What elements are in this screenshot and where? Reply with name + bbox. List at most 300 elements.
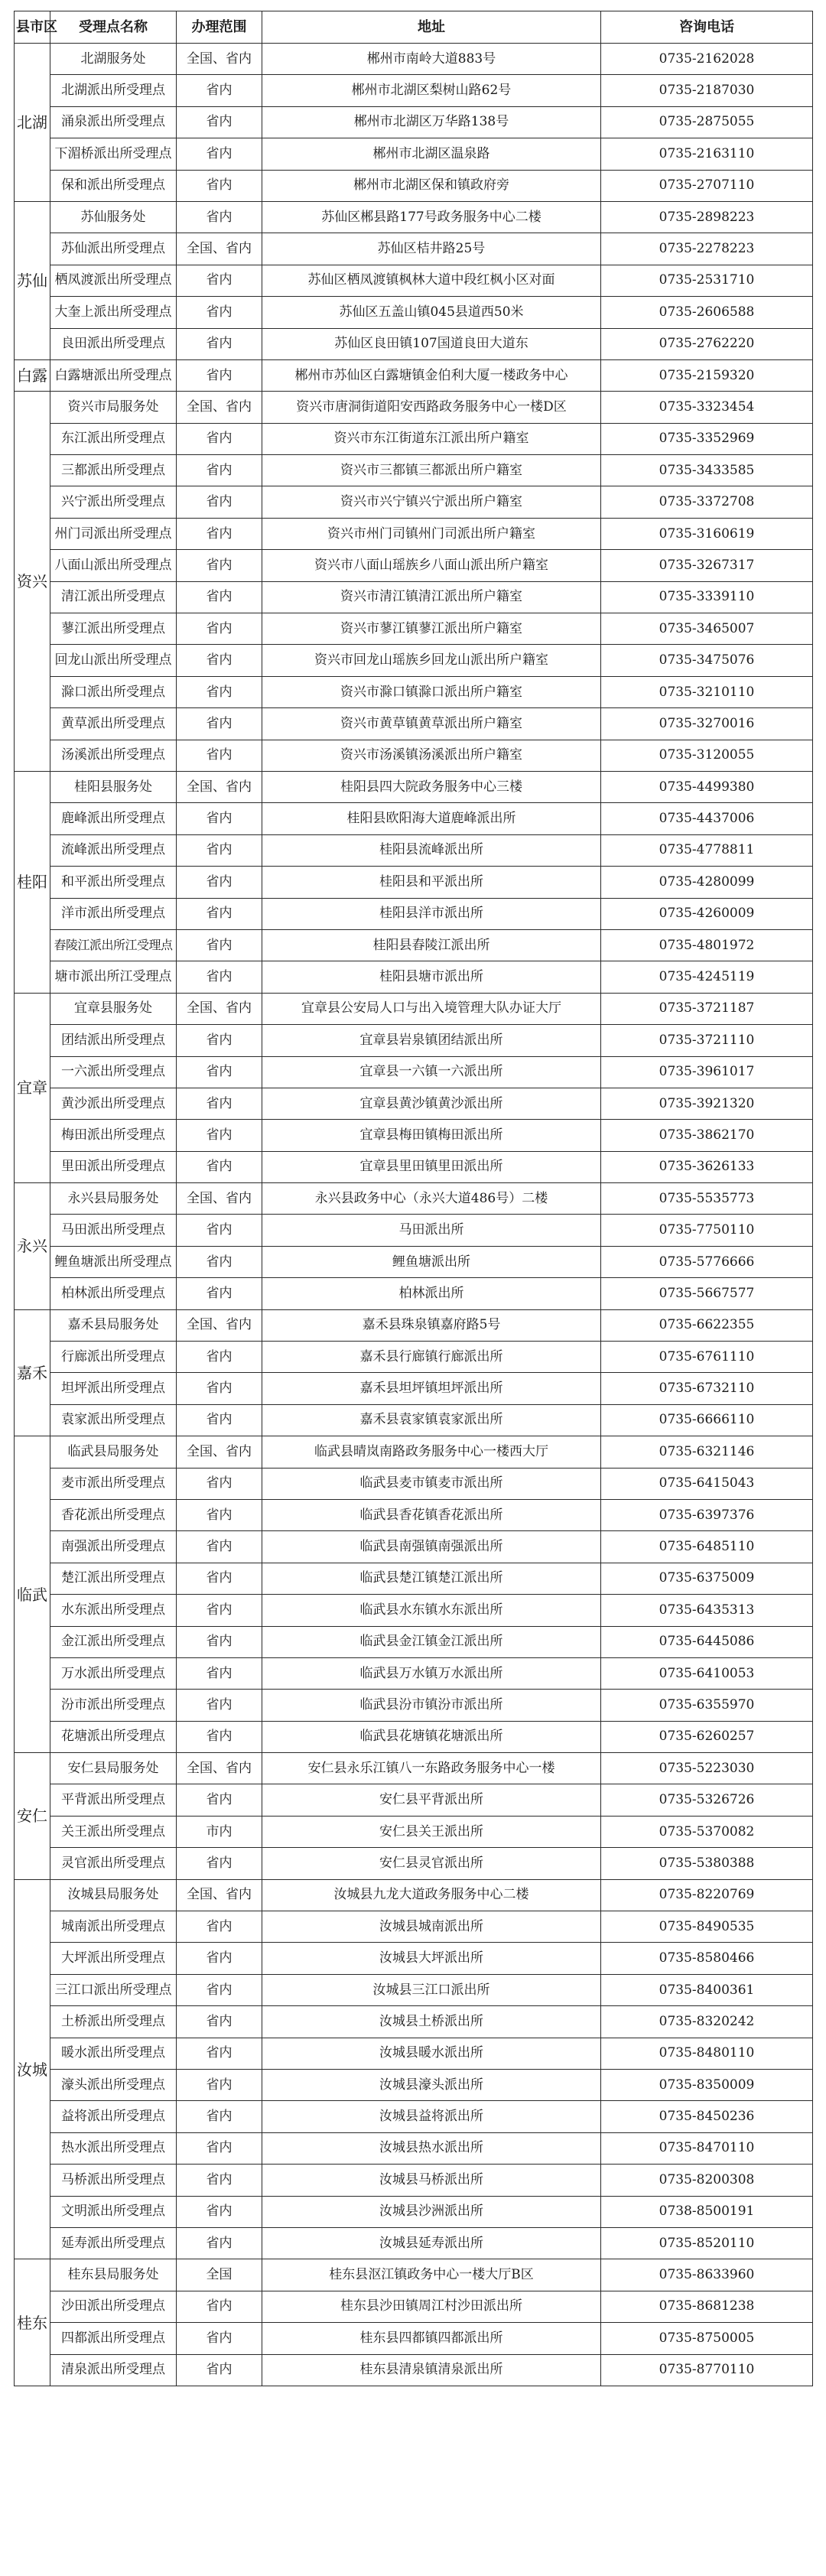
point-name-cell: 良田派出所受理点: [50, 328, 177, 359]
table-row: [15, 2323, 813, 2354]
address-cell: 资兴市黄草镇黄草派出所户籍室: [262, 708, 601, 740]
table-row: [15, 423, 813, 454]
point-name-cell: 里田派出所受理点: [50, 1151, 177, 1182]
table-row: [15, 486, 813, 518]
point-name-cell: 汝城县局服务处: [50, 1879, 177, 1911]
scope-cell: 省内: [177, 645, 262, 676]
phone-cell: 0735-8580466: [601, 1943, 813, 1974]
table-row: [15, 1816, 813, 1847]
address-cell: 汝城县暖水派出所: [262, 2038, 601, 2069]
address-cell: 汝城县马桥派出所: [262, 2165, 601, 2196]
table-row: [15, 581, 813, 613]
point-name-cell: 万水派出所受理点: [50, 1657, 177, 1689]
point-name-cell: 栖凤渡派出所受理点: [50, 265, 177, 296]
phone-cell: 0735-2898223: [601, 201, 813, 233]
address-cell: 资兴市汤溪镇汤溪派出所户籍室: [262, 740, 601, 771]
phone-cell: 0735-6732110: [601, 1373, 813, 1404]
point-name-cell: 沙田派出所受理点: [50, 2291, 177, 2322]
table-row: [15, 44, 813, 75]
point-name-cell: 蓼江派出所受理点: [50, 613, 177, 645]
table-row: [15, 1025, 813, 1056]
phone-cell: 0735-8320242: [601, 2006, 813, 2038]
address-cell: 安仁县永乐江镇八一东路政务服务中心一楼: [262, 1753, 601, 1784]
table-row: [15, 1848, 813, 1879]
header-county: 县市区: [15, 11, 50, 44]
scope-cell: 省内: [177, 2165, 262, 2196]
point-name-cell: 资兴市局服务处: [50, 392, 177, 423]
table-row: [15, 106, 813, 138]
phone-cell: 0735-6435313: [601, 1595, 813, 1626]
phone-cell: 0735-8350009: [601, 2070, 813, 2101]
scope-cell: 省内: [177, 1342, 262, 1373]
point-name-cell: 麦市派出所受理点: [50, 1468, 177, 1499]
phone-cell: 0735-2531710: [601, 265, 813, 296]
scope-cell: 省内: [177, 2132, 262, 2164]
point-name-cell: 大奎上派出所受理点: [50, 297, 177, 328]
county-cell: 嘉禾: [15, 1309, 50, 1436]
phone-cell: 0735-3626133: [601, 1151, 813, 1182]
phone-cell: 0735-3433585: [601, 455, 813, 486]
phone-cell: 0735-3267317: [601, 550, 813, 581]
phone-cell: 0735-3160619: [601, 518, 813, 549]
address-cell: 嘉禾县珠泉镇嘉府路5号: [262, 1309, 601, 1341]
scope-cell: 省内: [177, 2101, 262, 2132]
address-cell: 嘉禾县坦坪镇坦坪派出所: [262, 1373, 601, 1404]
county-cell: 北湖: [15, 44, 50, 202]
address-cell: 柏林派出所: [262, 1278, 601, 1309]
phone-cell: 0735-5223030: [601, 1753, 813, 1784]
address-cell: 临武县南强镇南强派出所: [262, 1531, 601, 1563]
address-cell: 宜章县里田镇里田派出所: [262, 1151, 601, 1182]
point-name-cell: 临武县局服务处: [50, 1436, 177, 1468]
scope-cell: 省内: [177, 1499, 262, 1530]
scope-cell: 省内: [177, 1278, 262, 1309]
table-row: [15, 2259, 813, 2291]
scope-cell: 全国、省内: [177, 233, 262, 265]
point-name-cell: 热水派出所受理点: [50, 2132, 177, 2164]
address-cell: 资兴市唐洞街道阳安西路政务服务中心一楼D区: [262, 392, 601, 423]
scope-cell: 省内: [177, 455, 262, 486]
scope-cell: 省内: [177, 834, 262, 866]
address-cell: 汝城县热水派出所: [262, 2132, 601, 2164]
point-name-cell: 关王派出所受理点: [50, 1816, 177, 1847]
point-name-cell: 东江派出所受理点: [50, 423, 177, 454]
scope-cell: 省内: [177, 1563, 262, 1594]
point-name-cell: 洋市派出所受理点: [50, 898, 177, 929]
point-name-cell: 回龙山派出所受理点: [50, 645, 177, 676]
table-row: [15, 138, 813, 170]
scope-cell: 全国、省内: [177, 392, 262, 423]
point-name-cell: 平背派出所受理点: [50, 1784, 177, 1816]
scope-cell: 省内: [177, 1974, 262, 2005]
phone-cell: 0735-8633960: [601, 2259, 813, 2291]
phone-cell: 0735-8490535: [601, 1911, 813, 1943]
scope-cell: 全国、省内: [177, 44, 262, 75]
address-cell: 桂阳县欧阳海大道鹿峰派出所: [262, 803, 601, 834]
phone-cell: 0735-8770110: [601, 2354, 813, 2386]
table-row: [15, 455, 813, 486]
table-row: [15, 1309, 813, 1341]
phone-cell: 0735-2159320: [601, 359, 813, 391]
scope-cell: 省内: [177, 550, 262, 581]
address-cell: 宜章县岩泉镇团结派出所: [262, 1025, 601, 1056]
county-cell: 临武: [15, 1436, 50, 1753]
table-row: [15, 1753, 813, 1784]
table-row: [15, 613, 813, 645]
point-name-cell: 濠头派出所受理点: [50, 2070, 177, 2101]
table-row: [15, 961, 813, 993]
address-cell: 桂东县沤江镇政务中心一楼大厅B区: [262, 2259, 601, 2291]
table-row: [15, 328, 813, 359]
scope-cell: 省内: [177, 2196, 262, 2227]
scope-cell: 省内: [177, 75, 262, 106]
phone-cell: 0735-6415043: [601, 1468, 813, 1499]
point-name-cell: 楚江派出所受理点: [50, 1563, 177, 1594]
address-cell: 桂阳县舂陵江派出所: [262, 929, 601, 961]
address-cell: 汝城县三江口派出所: [262, 1974, 601, 2005]
point-name-cell: 大坪派出所受理点: [50, 1943, 177, 1974]
address-cell: 桂东县四都镇四都派出所: [262, 2323, 601, 2354]
point-name-cell: 马田派出所受理点: [50, 1215, 177, 1246]
table-row: [15, 1056, 813, 1088]
phone-cell: 0735-6397376: [601, 1499, 813, 1530]
address-cell: 汝城县大坪派出所: [262, 1943, 601, 1974]
header-phone: 咨询电话: [601, 11, 813, 44]
scope-cell: 省内: [177, 676, 262, 707]
point-name-cell: 塘市派出所江受理点: [50, 961, 177, 993]
point-name-cell: 三都派出所受理点: [50, 455, 177, 486]
table-row: [15, 1626, 813, 1657]
phone-cell: 0735-3475076: [601, 645, 813, 676]
table-row: [15, 2354, 813, 2386]
phone-cell: 0735-5535773: [601, 1183, 813, 1215]
table-row: [15, 1373, 813, 1404]
table-row: [15, 1943, 813, 1974]
header-scope: 办理范围: [177, 11, 262, 44]
header-row: [15, 11, 813, 44]
phone-cell: 0735-6485110: [601, 1531, 813, 1563]
point-name-cell: 嘉禾县局服务处: [50, 1309, 177, 1341]
table-row: [15, 1088, 813, 1119]
phone-cell: 0735-7750110: [601, 1215, 813, 1246]
point-name-cell: 汾市派出所受理点: [50, 1690, 177, 1721]
table-row: [15, 1911, 813, 1943]
address-cell: 宜章县黄沙镇黄沙派出所: [262, 1088, 601, 1119]
point-name-cell: 八面山派出所受理点: [50, 550, 177, 581]
table-row: [15, 1657, 813, 1689]
table-row: [15, 75, 813, 106]
address-cell: 郴州市北湖区温泉路: [262, 138, 601, 170]
phone-cell: 0735-4499380: [601, 771, 813, 802]
address-cell: 宜章县公安局人口与出入境管理大队办证大厅: [262, 993, 601, 1024]
address-cell: 资兴市东江街道东江派出所户籍室: [262, 423, 601, 454]
address-cell: 临武县麦市镇麦市派出所: [262, 1468, 601, 1499]
phone-cell: 0735-5370082: [601, 1816, 813, 1847]
county-cell: 宜章: [15, 993, 50, 1182]
phone-cell: 0735-3339110: [601, 581, 813, 613]
phone-cell: 0735-8480110: [601, 2038, 813, 2069]
point-name-cell: 鹿峰派出所受理点: [50, 803, 177, 834]
table-row: [15, 1278, 813, 1309]
scope-cell: 省内: [177, 613, 262, 645]
phone-cell: 0735-2606588: [601, 297, 813, 328]
point-name-cell: 益将派出所受理点: [50, 2101, 177, 2132]
scope-cell: 省内: [177, 1690, 262, 1721]
phone-cell: 0735-3372708: [601, 486, 813, 518]
table-row: [15, 265, 813, 296]
scope-cell: 省内: [177, 2006, 262, 2038]
scope-cell: 省内: [177, 423, 262, 454]
point-name-cell: 水东派出所受理点: [50, 1595, 177, 1626]
scope-cell: 省内: [177, 1025, 262, 1056]
scope-cell: 省内: [177, 867, 262, 898]
header-name: 受理点名称: [50, 11, 177, 44]
point-name-cell: 香花派出所受理点: [50, 1499, 177, 1530]
phone-cell: 0735-6622355: [601, 1309, 813, 1341]
table-row: [15, 2227, 813, 2259]
phone-cell: 0735-2707110: [601, 170, 813, 201]
scope-cell: 省内: [177, 1246, 262, 1277]
address-cell: 汝城县濠头派出所: [262, 2070, 601, 2101]
address-cell: 郴州市苏仙区白露塘镇金伯利大厦一楼政务中心: [262, 359, 601, 391]
scope-cell: 省内: [177, 2038, 262, 2069]
scope-cell: 省内: [177, 328, 262, 359]
address-cell: 苏仙区良田镇107国道良田大道东: [262, 328, 601, 359]
table-row: [15, 1595, 813, 1626]
scope-cell: 省内: [177, 1531, 262, 1563]
address-cell: 临武县楚江镇楚江派出所: [262, 1563, 601, 1594]
address-cell: 临武县万水镇万水派出所: [262, 1657, 601, 1689]
phone-cell: 0735-4801972: [601, 929, 813, 961]
scope-cell: 省内: [177, 929, 262, 961]
phone-cell: 0735-3465007: [601, 613, 813, 645]
point-name-cell: 土桥派出所受理点: [50, 2006, 177, 2038]
scope-cell: 省内: [177, 201, 262, 233]
address-cell: 汝城县城南派出所: [262, 1911, 601, 1943]
scope-cell: 省内: [177, 2323, 262, 2354]
phone-cell: 0735-3352969: [601, 423, 813, 454]
point-name-cell: 梅田派出所受理点: [50, 1120, 177, 1151]
phone-cell: 0735-8400361: [601, 1974, 813, 2005]
address-cell: 苏仙区桔井路25号: [262, 233, 601, 265]
county-cell: 安仁: [15, 1753, 50, 1880]
point-name-cell: 城南派出所受理点: [50, 1911, 177, 1943]
phone-cell: 0735-4260009: [601, 898, 813, 929]
table-row: [15, 1342, 813, 1373]
scope-cell: 省内: [177, 2227, 262, 2259]
point-name-cell: 柏林派出所受理点: [50, 1278, 177, 1309]
scope-cell: 省内: [177, 1848, 262, 1879]
table-row: [15, 297, 813, 328]
table-row: [15, 676, 813, 707]
address-cell: 安仁县关王派出所: [262, 1816, 601, 1847]
scope-cell: 全国、省内: [177, 771, 262, 802]
point-name-cell: 桂阳县服务处: [50, 771, 177, 802]
phone-cell: 0735-4245119: [601, 961, 813, 993]
table-row: [15, 1215, 813, 1246]
county-cell: 汝城: [15, 1879, 50, 2259]
table-row: [15, 834, 813, 866]
address-cell: 桂东县沙田镇周江村沙田派出所: [262, 2291, 601, 2322]
point-name-cell: 安仁县局服务处: [50, 1753, 177, 1784]
phone-cell: 0735-4437006: [601, 803, 813, 834]
address-cell: 资兴市兴宁镇兴宁派出所户籍室: [262, 486, 601, 518]
phone-cell: 0735-6410053: [601, 1657, 813, 1689]
phone-cell: 0735-2163110: [601, 138, 813, 170]
point-name-cell: 暖水派出所受理点: [50, 2038, 177, 2069]
county-cell: 苏仙: [15, 201, 50, 359]
address-cell: 郴州市北湖区万华路138号: [262, 106, 601, 138]
address-cell: 资兴市八面山瑶族乡八面山派出所户籍室: [262, 550, 601, 581]
scope-cell: 省内: [177, 138, 262, 170]
table-row: [15, 1468, 813, 1499]
scope-cell: 省内: [177, 1784, 262, 1816]
scope-cell: 省内: [177, 1911, 262, 1943]
address-cell: 桂阳县四大院政务服务中心三楼: [262, 771, 601, 802]
scope-cell: 省内: [177, 486, 262, 518]
address-cell: 汝城县土桥派出所: [262, 2006, 601, 2038]
table-row: [15, 2038, 813, 2069]
address-cell: 资兴市州门司镇州门司派出所户籍室: [262, 518, 601, 549]
table-row: [15, 2101, 813, 2132]
address-cell: 苏仙区栖凤渡镇枫林大道中段红枫小区对面: [262, 265, 601, 296]
table-row: [15, 1404, 813, 1436]
point-name-cell: 白露塘派出所受理点: [50, 359, 177, 391]
phone-cell: 0735-3921320: [601, 1088, 813, 1119]
scope-cell: 省内: [177, 581, 262, 613]
scope-cell: 省内: [177, 1151, 262, 1182]
address-cell: 汝城县沙洲派出所: [262, 2196, 601, 2227]
address-cell: 马田派出所: [262, 1215, 601, 1246]
point-name-cell: 流峰派出所受理点: [50, 834, 177, 866]
address-cell: 嘉禾县行廊镇行廊派出所: [262, 1342, 601, 1373]
scope-cell: 省内: [177, 106, 262, 138]
scope-cell: 省内: [177, 2070, 262, 2101]
address-cell: 宜章县梅田镇梅田派出所: [262, 1120, 601, 1151]
point-name-cell: 一六派出所受理点: [50, 1056, 177, 1088]
address-cell: 苏仙区五盖山镇045县道西50米: [262, 297, 601, 328]
address-cell: 桂阳县塘市派出所: [262, 961, 601, 993]
address-cell: 临武县晴岚南路政务服务中心一楼西大厅: [262, 1436, 601, 1468]
table-row: [15, 2070, 813, 2101]
scope-cell: 省内: [177, 297, 262, 328]
point-name-cell: 苏仙服务处: [50, 201, 177, 233]
phone-cell: 0735-6321146: [601, 1436, 813, 1468]
scope-cell: 省内: [177, 1373, 262, 1404]
phone-cell: 0735-6445086: [601, 1626, 813, 1657]
address-cell: 临武县香花镇香花派出所: [262, 1499, 601, 1530]
point-name-cell: 北湖派出所受理点: [50, 75, 177, 106]
table-row: [15, 392, 813, 423]
address-cell: 汝城县九龙大道政务服务中心二楼: [262, 1879, 601, 1911]
scope-cell: 省内: [177, 1056, 262, 1088]
table-row: [15, 1721, 813, 1752]
scope-cell: 省内: [177, 1657, 262, 1689]
address-cell: 临武县汾市镇汾市派出所: [262, 1690, 601, 1721]
table-body: [15, 44, 813, 2386]
point-name-cell: 保和派出所受理点: [50, 170, 177, 201]
address-cell: 资兴市滁口镇滁口派出所户籍室: [262, 676, 601, 707]
header-address: 地址: [262, 11, 601, 44]
table-row: [15, 170, 813, 201]
table-row: [15, 1120, 813, 1151]
table-row: [15, 993, 813, 1024]
address-cell: 桂阳县和平派出所: [262, 867, 601, 898]
county-cell: 白露: [15, 359, 50, 391]
scope-cell: 省内: [177, 518, 262, 549]
point-name-cell: 下湄桥派出所受理点: [50, 138, 177, 170]
scope-cell: 省内: [177, 170, 262, 201]
phone-cell: 0735-3961017: [601, 1056, 813, 1088]
phone-cell: 0735-8470110: [601, 2132, 813, 2164]
table-row: [15, 1690, 813, 1721]
phone-cell: 0735-8450236: [601, 2101, 813, 2132]
phone-cell: 0735-5776666: [601, 1246, 813, 1277]
scope-cell: 省内: [177, 740, 262, 771]
address-cell: 鲤鱼塘派出所: [262, 1246, 601, 1277]
point-name-cell: 苏仙派出所受理点: [50, 233, 177, 265]
scope-cell: 省内: [177, 1943, 262, 1974]
table-row: [15, 518, 813, 549]
address-cell: 临武县金江镇金江派出所: [262, 1626, 601, 1657]
scope-cell: 省内: [177, 2354, 262, 2386]
scope-cell: 省内: [177, 2291, 262, 2322]
table-row: [15, 645, 813, 676]
phone-cell: 0735-4778811: [601, 834, 813, 866]
address-cell: 嘉禾县袁家镇袁家派出所: [262, 1404, 601, 1436]
table-row: [15, 1974, 813, 2005]
table-row: [15, 201, 813, 233]
table-row: [15, 550, 813, 581]
address-cell: 桂阳县洋市派出所: [262, 898, 601, 929]
point-name-cell: 黄沙派出所受理点: [50, 1088, 177, 1119]
phone-cell: 0735-8200308: [601, 2165, 813, 2196]
point-name-cell: 花塘派出所受理点: [50, 1721, 177, 1752]
address-cell: 资兴市三都镇三都派出所户籍室: [262, 455, 601, 486]
address-cell: 郴州市北湖区梨树山路62号: [262, 75, 601, 106]
phone-cell: 0735-2278223: [601, 233, 813, 265]
point-name-cell: 行廊派出所受理点: [50, 1342, 177, 1373]
address-cell: 永兴县政务中心（永兴大道486号）二楼: [262, 1183, 601, 1215]
phone-cell: 0738-8500191: [601, 2196, 813, 2227]
county-cell: 桂东: [15, 2259, 50, 2386]
table-row: [15, 1563, 813, 1594]
table-row: [15, 2196, 813, 2227]
point-name-cell: 州门司派出所受理点: [50, 518, 177, 549]
table-row: [15, 1879, 813, 1911]
table-row: [15, 2006, 813, 2038]
scope-cell: 省内: [177, 359, 262, 391]
scope-cell: 省内: [177, 708, 262, 740]
address-cell: 宜章县一六镇一六派出所: [262, 1056, 601, 1088]
scope-cell: 省内: [177, 803, 262, 834]
scope-cell: 全国、省内: [177, 993, 262, 1024]
point-name-cell: 坦坪派出所受理点: [50, 1373, 177, 1404]
table-row: [15, 771, 813, 802]
phone-cell: 0735-3862170: [601, 1120, 813, 1151]
point-name-cell: 和平派出所受理点: [50, 867, 177, 898]
scope-cell: 市内: [177, 1816, 262, 1847]
scope-cell: 全国: [177, 2259, 262, 2291]
address-cell: 安仁县平背派出所: [262, 1784, 601, 1816]
phone-cell: 0735-3721187: [601, 993, 813, 1024]
point-name-cell: 宜章县服务处: [50, 993, 177, 1024]
table-row: [15, 803, 813, 834]
point-name-cell: 四都派出所受理点: [50, 2323, 177, 2354]
table-row: [15, 2132, 813, 2164]
address-cell: 桂东县清泉镇清泉派出所: [262, 2354, 601, 2386]
table-row: [15, 1531, 813, 1563]
